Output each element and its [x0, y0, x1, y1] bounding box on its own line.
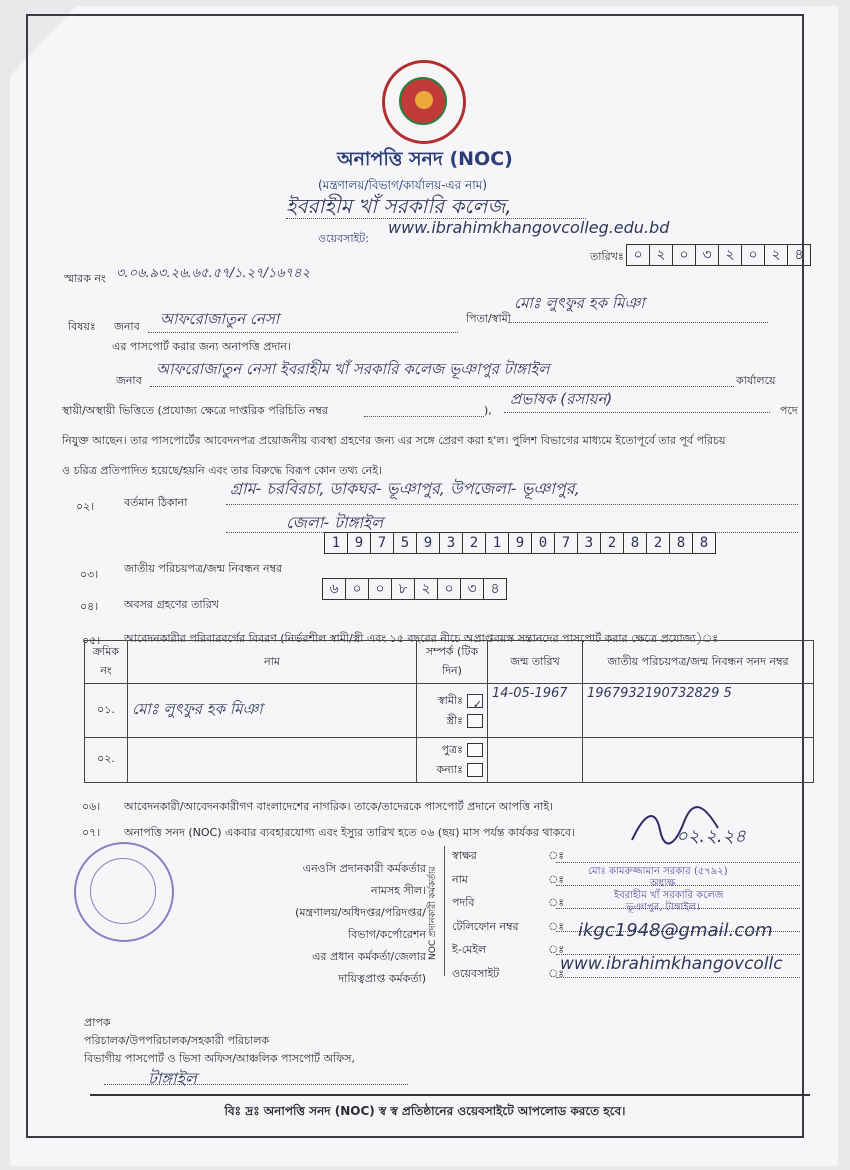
- nid-digit: 9: [416, 532, 440, 554]
- item-3-num: ০৩।: [80, 568, 99, 581]
- signatory-website: www.ibrahimkhangovcollc: [560, 954, 783, 974]
- signatory-left-line: (মন্ত্রণালয়/অধিদপ্তর/পরিদপ্তর/: [295, 906, 426, 919]
- row-name: [128, 738, 417, 783]
- table-row: [85, 738, 814, 783]
- nid-digit: 8: [692, 532, 716, 554]
- nid-digit: 1: [485, 532, 509, 554]
- retire-digit: ২: [414, 578, 438, 600]
- father-label: পিতা/স্বামী: [466, 312, 511, 325]
- relation-wife-label: স্ত্রীঃ: [446, 713, 463, 727]
- recipient-line1: পরিচালক/উপপরিচালক/সহকারী পরিচালক: [84, 1034, 270, 1047]
- body-line2-mid: ),: [484, 404, 492, 417]
- body-line2: স্থায়ী/অস্থায়ী ভিত্তিতে (প্রযোজ্য ক্ষেত্রে দাপ্তরিক পরিচিতি নম্বর: [62, 404, 328, 417]
- date-digit: ২: [718, 244, 742, 266]
- noc-document-page: অনাপত্তি সনদ (NOC) (মন্ত্রণালয়/বিভাগ/কার্যালয়-এর নাম) ইবরাহীম খাঁ সরকারি কলেজ, ওয়েবসাইট: www.ibrahimkhangovcolleg.edu.bd তারিখঃ ০ ২ ০ ৩ ২ ০ ২ ৪ স্মারক নং ৩.০৬.৯৩.২৬.৬৫.৫৭/১.২৭/১৬৭৪২ বিষয়ঃ জনাব আফরোজাতুন নেসা পিতা/স্বামী মোঃ লুৎফুর হক মিঞা এর পাসপোর্ট করার জন্য অনাপত্তি প্রদান। জনাব আফরোজাতুন নেসা ইবরাহীম খাঁ সরকারি কলেজ ভূঞাপুর টাঙ্গাইল কার্যালয়ে স্থায়ী/অস্থায়ী ভিত্তিতে (প্রযোজ্য ক্ষেত্রে দাপ্তরিক পরিচিতি নম্বর ), প্রভাষক (রসায়ন) পদে নিযুক্ত আছেন। তার পাসপোর্টের আবেদনপত্র প্রয়োজনীয় ব্যবস্থা গ্রহণের জন্য এর সঙ্গে প্রেরণ করা হ'ল। পুলিশ বিভাগের মাধ্যমে ইতোপূর্বে তার পূর্ব পরিচয় ও চরিত্র প্রতিপাদিত হয়েছে/হয়নি এবং তার বিরুদ্ধে বিরূপ কোন তথ্য নেই। ০২। বর্তমান ঠিকানা গ্রাম- চরবিরচা, ডাকঘর- ভূঞাপুর, উপজেলা- ভূঞাপুর, জেলা- টাঙ্গাইল ০৩। জাতীয় পরিচয়পত্র/জন্ম নিবন্ধন নম্বর 1 9 7 5 9 3 2 1 9 0 7 3 2 8 2 8 8 ০৪। অবসর গ্রহণের তারিখ ৬ ০ ০ ৮ ২ ০ ৩ ৪ ০৫। আবেদনকারীর পরিবারবর্গের বিবরণ (নির্ভরশীল স্বামী/স্ত্রী এবং ১৫ বছরের নীচে অপ্রাপ্তবয়স্ক সন্তানদের পাসপোর্ট করার ক্ষেত্রে প্রযোজ্য)ঃ ক্রমিক নং নাম সম্পর্ক (টিক দিন) জন্ম তারিখ জাতীয় পরিচয়পত্র/জন্ম নিবন্ধন সনদ নম্বর ০১. মোঃ লুৎফুর হক মিঞা স্বামীঃ ✓ স্ত্রীঃ 14-05-1967 1967932190732829 5 ০২. পুত্রঃ কন্যাঃ ০৬। আবেদনকারী/আবেদনকারীগণ বাংলাদেশের নাগরিক। তাকে/তাদেরকে পাসপোর্ট প্রদানে আপত্তি নাই। ০৭। অনাপত্তি সনদ (NOC) একবার ব্যবহারযোগ্য এবং ইস্যুর তারিখ হতে ০৬ (ছয়) মাস পর্যন্ত কার্যকর থাকবে। এনওসি প্রদানকারী কর্মকর্তার নামসহ সীল। (মন্ত্রণালয়/অধিদপ্তর/পরিদপ্তর/ বিভাগ/কর্পোরেশন এর প্রধান কর্মকর্তা/জেলার দায়িত্বপ্রাপ্ত কর্মকর্তা) NOC প্রদানকারী কর্মকর্তার স্বাক্ষর নাম পদবি টেলিফোন নম্বর ই-মেইল ওয়েবসাইট ঃ ঃ ঃ ঃ ঃ ঃ ০২.২.২৪ মোঃ কামরুজ্জামান সরকার (৫৭৯২) অধ্যক্ষ ইবরাহীম খাঁ সরকারি কলেজ ভূঞাপুর, টাঙ্গাইল। ikgc1948@gmail.com www.ibrahimkhangovcollc প্রাপক পরিচালক/উপপরিচালক/সহকারী পরিচালক বিভাগীয় পাসপোর্ট ও ভিসা অফিস/আঞ্চলিক পাসপোর্ট অফিস, টাঙ্গাইল বিঃ দ্রঃ অনাপত্তি সনদ (NOC) স্ব স্ব প্রতিষ্ঠানের ওয়েবসাইটে আপলোড করতে হবে।: [0, 0, 850, 1170]
- footer-note: বিঃ দ্রঃ অনাপত্তি সনদ (NOC) স্ব স্ব প্রতিষ্ঠানের ওয়েবসাইটে আপলোড করতে হবে।: [224, 1104, 626, 1118]
- col-name: নাম: [128, 641, 417, 684]
- designation: প্রভাষক (রসায়ন): [510, 390, 613, 408]
- signatory-left-line: দায়িত্বপ্রাপ্ত কর্মকর্তা): [338, 972, 426, 985]
- retire-digit: ০: [437, 578, 461, 600]
- relation-husband-label: স্বামীঃ: [437, 693, 463, 707]
- document-title: অনাপত্তি সনদ (NOC): [337, 148, 513, 170]
- date-digit: ২: [764, 244, 788, 266]
- nid-digit: 2: [646, 532, 670, 554]
- website-label: ওয়েবসাইট:: [318, 232, 369, 245]
- ref-label: স্মারক নং: [64, 272, 106, 285]
- retire-digit: ৮: [391, 578, 415, 600]
- note-7-num: ০৭।: [82, 826, 101, 839]
- signatory-left-line: নামসহ সীল।: [371, 884, 426, 897]
- row-name: মোঃ লুৎফুর হক মিঞা: [128, 684, 417, 738]
- stamp-name: মোঃ কামরুজ্জামান সরকার (৫৭৯২): [588, 866, 728, 877]
- office-stamp-inner-icon: [90, 858, 156, 924]
- address-line2: জেলা- টাঙ্গাইল: [286, 513, 384, 532]
- retire-digit: ৬: [322, 578, 346, 600]
- relation-daughter-label: কন্যাঃ: [436, 762, 463, 776]
- nid-label: জাতীয় পরিচয়পত্র/জন্ম নিবন্ধন নম্বর: [124, 562, 283, 575]
- row-relation: [417, 738, 488, 783]
- signatory-field-label: পদবি: [452, 896, 475, 909]
- nid-digit: 0: [531, 532, 555, 554]
- signatory-left-line: বিভাগ/কর্পোরেশন: [348, 928, 426, 941]
- address-line1: গ্রাম- চরবিরচা, ডাকঘর- ভূঞাপুর, উপজেলা- ভূঞাপুর,: [230, 479, 580, 498]
- nid-digit: 9: [508, 532, 532, 554]
- col-serial: ক্রমিক নং: [85, 641, 128, 684]
- row-relation: [417, 684, 488, 738]
- subject-line2: এর পাসপোর্ট করার জন্য অনাপত্তি প্রদান।: [112, 340, 291, 353]
- row-serial: ০১.: [85, 684, 128, 738]
- subject-label: বিষয়ঃ: [68, 320, 96, 333]
- website-value: www.ibrahimkhangovcolleg.edu.bd: [388, 218, 670, 237]
- body-line3: নিযুক্ত আছেন। তার পাসপোর্টের আবেদনপত্র প্রয়োজনীয় ব্যবস্থা গ্রহণের জন্য এর সঙ্গে প্রেরণ করা হ'ল। পুলিশ বিভাগের মাধ্যমে ইতোপূর্বে তার পূর্ব পরিচয়: [62, 434, 726, 447]
- item-2-num: ০২।: [76, 500, 95, 513]
- signatory-field-label: টেলিফোন নম্বর: [452, 919, 519, 933]
- stamp-designation: অধ্যক্ষ: [650, 878, 676, 889]
- col-dob: জন্ম তারিখ: [488, 641, 583, 684]
- col-relation: সম্পর্ক (টিক দিন): [417, 641, 488, 684]
- nid-digit: 2: [462, 532, 486, 554]
- son-checkbox[interactable]: [467, 743, 483, 757]
- note-7-text: অনাপত্তি সনদ (NOC) একবার ব্যবহারযোগ্য এবং ইস্যুর তারিখ হতে ০৬ (ছয়) মাস পর্যন্ত কার্যকর থাকবে।: [124, 826, 575, 839]
- date-digit: ০: [672, 244, 696, 266]
- retire-digit: ৩: [460, 578, 484, 600]
- stamp-office: ইবরাহীম খাঁ সরকারি কলেজ: [614, 890, 724, 901]
- date-digit: ০: [626, 244, 650, 266]
- office-name: ইবরাহীম খাঁ সরকারি কলেজ,: [286, 194, 512, 218]
- family-table: [84, 640, 814, 783]
- note-6-num: ০৬।: [82, 800, 101, 813]
- relation-son-label: পুত্রঃ: [441, 743, 463, 756]
- note-6-text: আবেদনকারী/আবেদনকারীগণ বাংলাদেশের নাগরিক। তাকে/তাদেরকে পাসপোর্ট প্রদানে আপত্তি নাই।: [124, 800, 554, 813]
- body-line2-end: পদে: [780, 404, 798, 417]
- row-nid: [583, 738, 814, 783]
- signatory-left-line: এনওসি প্রদানকারী কর্মকর্তার: [302, 862, 426, 875]
- recipient-line2: বিভাগীয় পাসপোর্ট ও ভিসা অফিস/আঞ্চলিক পাসপোর্ট অফিস,: [84, 1052, 355, 1065]
- signatory-field-label: ই-মেইল: [452, 943, 487, 956]
- table-row: [85, 684, 814, 738]
- office-type-label: (মন্ত্রণালয়/বিভাগ/কার্যালয়-এর নাম): [318, 178, 488, 192]
- husband-checkbox-checked[interactable]: ✓: [467, 694, 483, 708]
- retire-label: অবসর গ্রহণের তারিখ: [124, 598, 219, 611]
- retire-digit: ০: [345, 578, 369, 600]
- address-label: বর্তমান ঠিকানা: [124, 496, 188, 509]
- wife-checkbox[interactable]: [467, 714, 483, 728]
- daughter-checkbox[interactable]: [467, 763, 483, 777]
- recipient-label: প্রাপক: [84, 1016, 111, 1029]
- date-digit: ৪: [787, 244, 811, 266]
- retire-digit: ০: [368, 578, 392, 600]
- nid-digit: 5: [393, 532, 417, 554]
- signatory-field-labels: [452, 844, 548, 985]
- nid-digit: 7: [370, 532, 394, 554]
- nid-digit: 7: [554, 532, 578, 554]
- retire-boxes: [322, 578, 506, 600]
- signatory-left-line: এর প্রধান কর্মকর্তা/জেলার: [312, 950, 426, 963]
- signatory-field-label: নাম: [452, 872, 468, 886]
- nid-digit: 9: [347, 532, 371, 554]
- row-nid: 1967932190732829 5: [583, 684, 814, 738]
- item-5-num: ০৫।: [82, 634, 101, 647]
- nid-digit: 1: [324, 532, 348, 554]
- signatory-email: ikgc1948@gmail.com: [578, 920, 773, 941]
- nid-digit: 8: [669, 532, 693, 554]
- sign-date: ০২.২.২৪: [676, 826, 746, 847]
- government-seal-icon: [382, 60, 466, 144]
- date-digit: ০: [741, 244, 765, 266]
- signatory-field-label: ওয়েবসাইট: [452, 966, 500, 980]
- row-serial: ০২.: [85, 738, 128, 783]
- subject-mr-label: জনাব: [114, 320, 140, 333]
- nid-digit: 8: [623, 532, 647, 554]
- signatory-field-label: স্বাক্ষর: [452, 849, 477, 862]
- stamp-place: ভূঞাপুর, টাঙ্গাইল।: [626, 902, 700, 913]
- seal-emblem-icon: [399, 77, 447, 125]
- nid-boxes: [324, 532, 715, 554]
- item-4-num: ০৪।: [80, 600, 99, 613]
- ref-value: ৩.০৬.৯৩.২৬.৬৫.৫৭/১.২৭/১৬৭৪২: [116, 266, 311, 281]
- date-boxes: [626, 244, 810, 266]
- applicant-name: আফরোজাতুন নেসা: [160, 310, 280, 328]
- row-dob: 14-05-1967: [488, 684, 583, 738]
- vertical-noc-label: NOC প্রদানকারী কর্মকর্তার: [428, 866, 438, 960]
- father-name: মোঃ লুৎফুর হক মিঞা: [514, 294, 645, 312]
- office-suffix: কার্যালয়ে: [736, 374, 776, 387]
- recipient-city: টাঙ্গাইল: [148, 1069, 197, 1088]
- nid-digit: 2: [600, 532, 624, 554]
- signatory-left-block: [250, 858, 426, 990]
- date-label: তারিখঃ: [590, 250, 624, 263]
- body-line4: ও চরিত্র প্রতিপাদিত হয়েছে/হয়নি এবং তার বিরুদ্ধে বিরূপ কোন তথ্য নেই।: [62, 464, 382, 477]
- family-label: আবেদনকারীর পরিবারবর্গের বিবরণ (নির্ভরশীল স্বামী/স্ত্রী এবং ১৫ বছরের নীচে অপ্রাপ্তবয়স্ক সন্তানদের পাসপোর্ট করার ক্ষেত্রে প্রযোজ্য)ঃ: [124, 632, 719, 645]
- retire-digit: ৪: [483, 578, 507, 600]
- date-digit: ২: [649, 244, 673, 266]
- nid-digit: 3: [439, 532, 463, 554]
- applicant-office: আফরোজাতুন নেসা ইবরাহীম খাঁ সরকারি কলেজ ভূঞাপুর টাঙ্গাইল: [156, 360, 550, 378]
- date-digit: ৩: [695, 244, 719, 266]
- body-mr-label: জনাব: [116, 374, 142, 387]
- nid-digit: 3: [577, 532, 601, 554]
- col-nid: জাতীয় পরিচয়পত্র/জন্ম নিবন্ধন সনদ নম্বর: [583, 641, 814, 684]
- row-dob: [488, 738, 583, 783]
